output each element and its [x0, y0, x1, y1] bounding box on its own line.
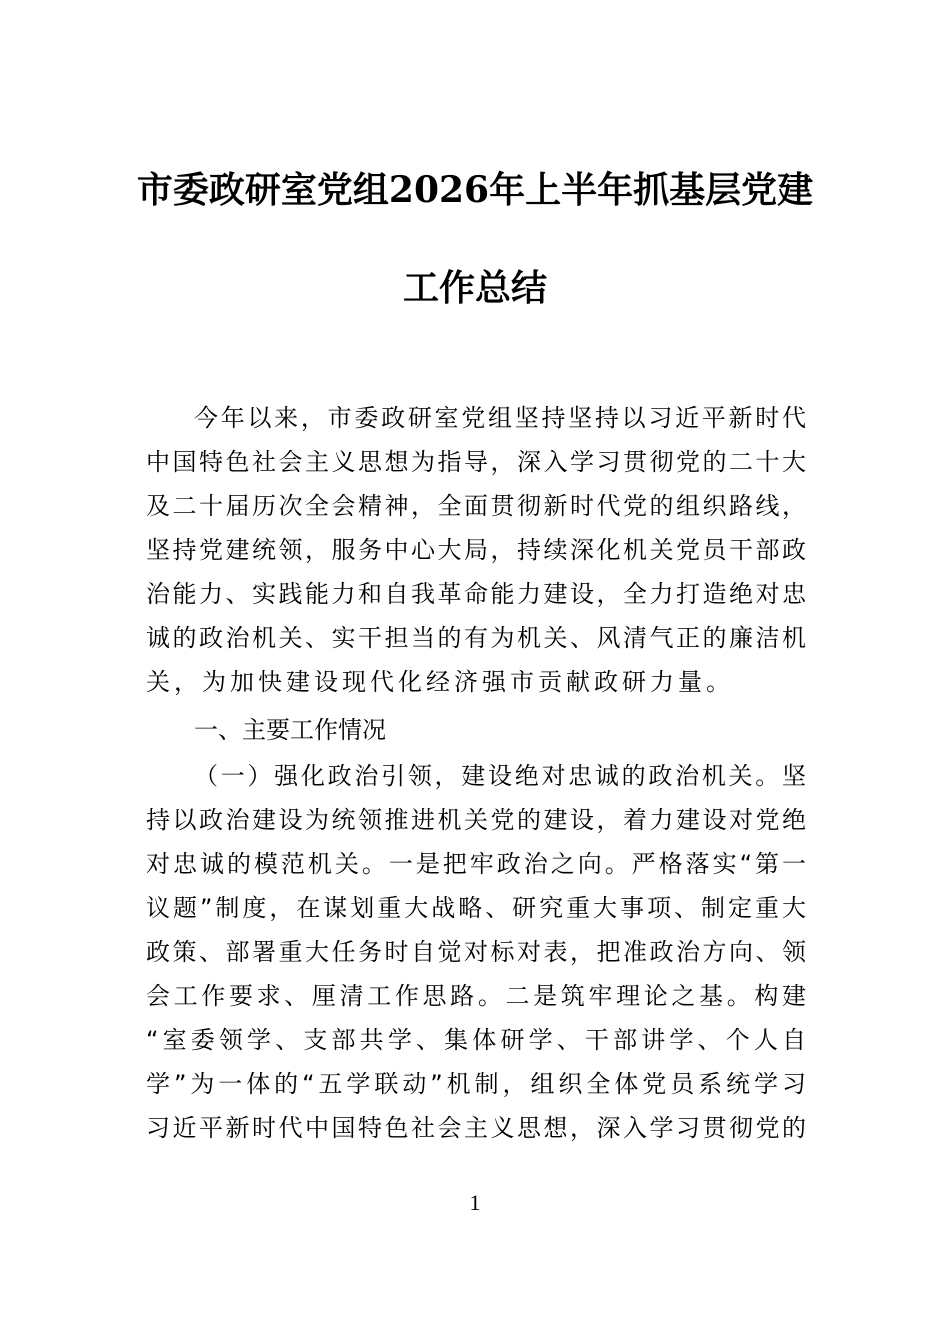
paragraph-line: 诚的政治机关、实干担当的有为机关、风清气正的廉洁机 [146, 624, 806, 652]
paragraph-line: 今年以来，市委政研室党组坚持坚持以习近平新时代 [194, 404, 806, 432]
paragraph-line: 会工作要求、厘清工作思路。二是筑牢理论之基。构建 [146, 982, 806, 1010]
page-number: 1 [469, 1190, 481, 1215]
paragraph-line: 习近平新时代中国特色社会主义思想，深入学习贯彻党的 [146, 1114, 806, 1142]
paragraph-line: 及二十届历次全会精神，全面贯彻新时代党的组织路线， [146, 492, 806, 520]
paragraph-line: 议题”制度，在谋划重大战略、研究重大事项、制定重大 [146, 894, 806, 922]
paragraph-line: 对忠诚的模范机关。一是把牢政治之向。严格落实“第一 [146, 850, 806, 878]
paragraph-line: 政策、部署重大任务时自觉对标对表，把准政治方向、领 [146, 938, 806, 966]
document-title-line-2: 工作总结 [402, 267, 547, 309]
paragraph-line: 持以政治建设为统领推进机关党的建设，着力建设对党绝 [146, 806, 806, 834]
section-heading: 一、主要工作情况 [194, 716, 386, 744]
paragraph-line: 坚持党建统领，服务中心大局，持续深化机关党员干部政 [146, 536, 806, 564]
paragraph-line: 治能力、实践能力和自我革命能力建设，全力打造绝对忠 [146, 580, 806, 608]
paragraph-line: 关，为加快建设现代化经济强市贡献政研力量。 [146, 668, 734, 696]
paragraph-line: （一）强化政治引领，建设绝对忠诚的政治机关。坚 [194, 762, 806, 790]
paragraph-line: 中国特色社会主义思想为指导，深入学习贯彻党的二十大 [146, 448, 806, 476]
paragraph-line: “室委领学、支部共学、集体研学、干部讲学、个人自 [146, 1026, 806, 1054]
paragraph-line: 学”为一体的“五学联动”机制，组织全体党员系统学习 [146, 1070, 806, 1098]
document-title-line-1: 市委政研室党组2026年上半年抓基层党建 [136, 169, 814, 211]
